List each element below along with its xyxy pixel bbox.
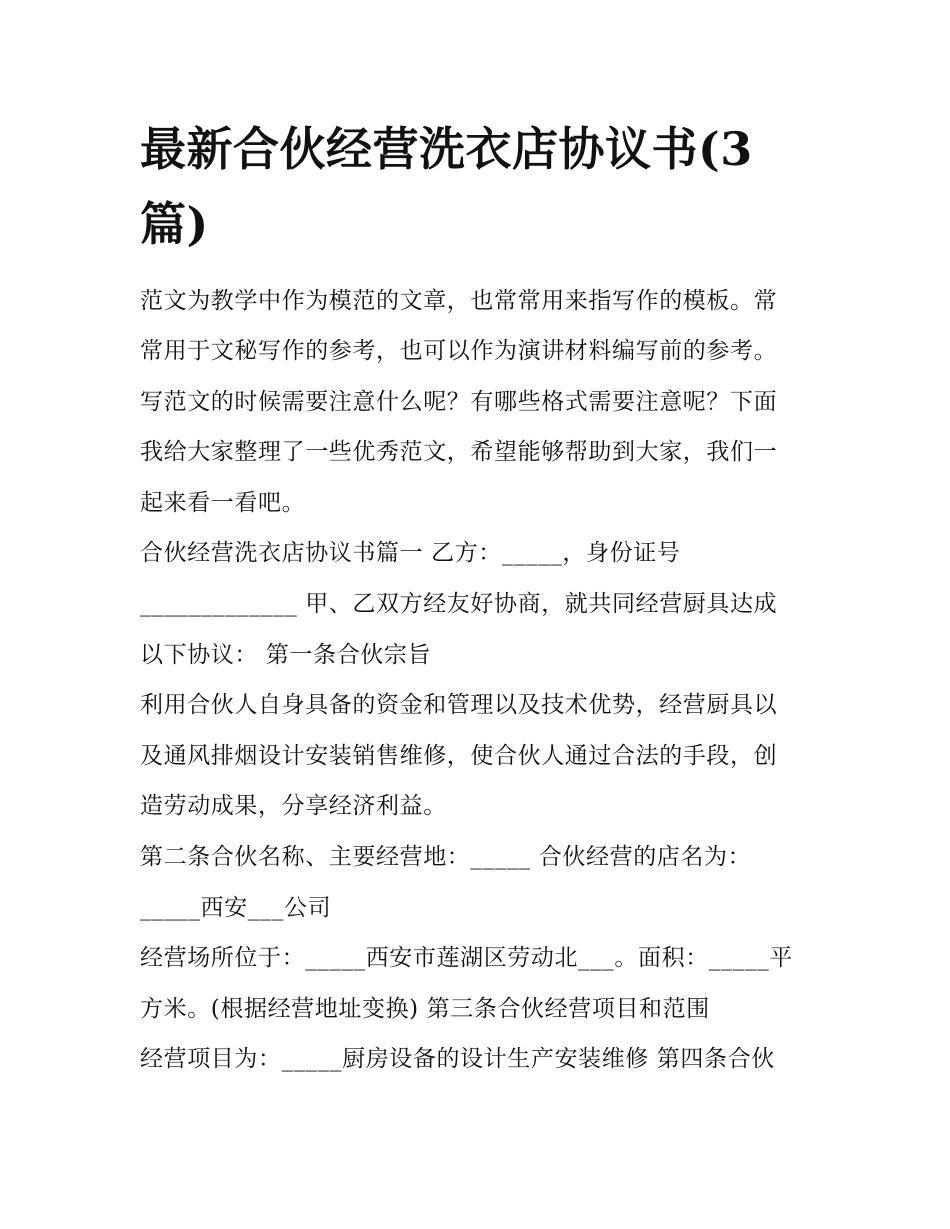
title-line-1: 最新合伙经营洗衣店协议书(3 — [140, 122, 753, 176]
body-line: 方米。(根据经营地址变换) 第三条合伙经营项目和范围 — [140, 996, 710, 1022]
body-line: 及通风排烟设计安装销售维修，使合伙人通过合法的手段，创 — [140, 743, 778, 769]
body-line: _____________ 甲、乙双方经友好协商，就共同经营厨具达成 — [140, 591, 778, 617]
body-line: 第二条合伙名称、主要经营地：_____ 合伙经营的店名为： — [140, 844, 752, 870]
body-line: 我给大家整理了一些优秀范文，希望能够帮助到大家，我们一 — [140, 439, 778, 465]
body-line: 经营项目为：_____厨房设备的设计生产安装维修 第四条合伙 — [140, 1046, 775, 1072]
body-line: 范文为教学中作为模范的文章，也常常用来指写作的模板。常 — [140, 288, 778, 314]
body-line: 起来看一看吧。 — [140, 490, 306, 516]
title-line-2: 篇) — [140, 197, 209, 251]
body-line: 造劳动成果，分享经济利益。 — [140, 793, 447, 819]
body-line: 经营场所位于：_____西安市莲湖区劳动北___。面积：_____平 — [140, 945, 793, 971]
document-title — [140, 112, 820, 262]
body-line: 常用于文秘写作的参考，也可以作为演讲材料编写前的参考。 — [140, 338, 778, 364]
body-line: 写范文的时候需要注意什么呢？有哪些格式需要注意呢？下面 — [140, 389, 778, 415]
body-line: 利用合伙人自身具备的资金和管理以及技术优势，经营厨具以 — [140, 692, 778, 718]
body-line: 以下协议： 第一条合伙宗旨 — [140, 642, 432, 668]
body-line: _____西安___公司 — [140, 895, 332, 921]
body-line: 合伙经营洗衣店协议书篇一 乙方：_____，身份证号 — [140, 540, 681, 566]
